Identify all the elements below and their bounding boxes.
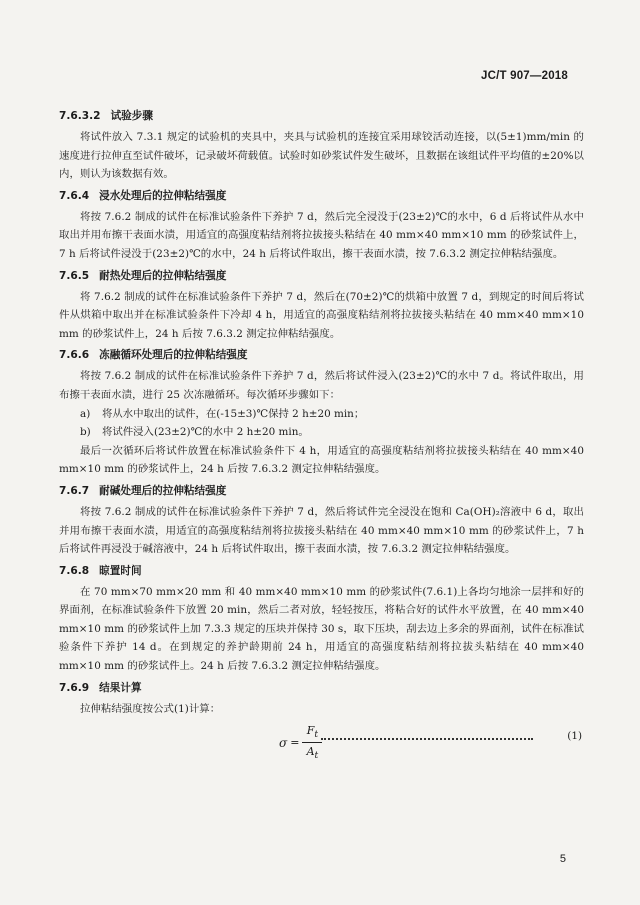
section-heading bbox=[59, 186, 584, 206]
leader-dots bbox=[321, 736, 533, 740]
paragraph: 最后一次循环后将试件放置在标准试验条件下 4 h，用适宜的高强度粘结剂将拉拔接头粘结在 40 mm×40 mm×10 mm 的砂浆试件上，24 h 后按 7.6.3.2 测定拉伸粘结强度。 bbox=[59, 444, 584, 476]
formula-1 bbox=[59, 722, 584, 770]
section-heading bbox=[59, 266, 584, 286]
section-765 bbox=[59, 266, 584, 344]
section-7632 bbox=[59, 106, 584, 184]
paragraph: 将试件放入 7.3.1 规定的试验机的夹具中，夹具与试验机的连接宜采用球铰活动连接，以(5±1)mm/min 的速度进行拉伸直至试件破坏，记录破坏荷载值。试验时如砂浆试件发生破坏，且数据在该组试件平均值的±20%以内，则认为该数据有效。 bbox=[59, 131, 584, 181]
section-766 bbox=[59, 345, 584, 479]
section-title: 试验步骤 bbox=[110, 110, 153, 122]
numerator-subscript: t bbox=[314, 729, 319, 741]
section-number: 7.6.8 bbox=[59, 564, 90, 577]
numerator-symbol: F bbox=[306, 724, 315, 738]
formula-expression bbox=[279, 724, 322, 761]
formula-numerator bbox=[307, 724, 318, 740]
section-heading bbox=[59, 106, 584, 126]
paragraph: 将按 7.6.2 制成的试件在标准试验条件下养护 7 d，然后将试件浸入(23±2)℃的水中 7 d。将试件取出，用布擦干表面水渍，进行 25 次冻融循环。每次循环步骤如下： bbox=[59, 370, 584, 401]
list-marker: a) bbox=[80, 407, 91, 420]
list-item-text: 将试件浸入(23±2)℃的水中 2 h±20 min。 bbox=[102, 426, 309, 439]
denominator-subscript: t bbox=[314, 750, 319, 762]
section-title: 浸水处理后的拉伸粘结强度 bbox=[99, 189, 227, 202]
section-title: 耐热处理后的拉伸粘结强度 bbox=[99, 269, 227, 282]
section-number: 7.6.6 bbox=[59, 349, 90, 362]
section-title: 耐碱处理后的拉伸粘结强度 bbox=[99, 484, 227, 497]
section-heading bbox=[59, 481, 584, 501]
denominator-symbol: A bbox=[306, 745, 315, 759]
section-heading bbox=[59, 561, 584, 581]
paragraph: 将按 7.6.2 制成的试件在标准试验条件下养护 7 d，然后将试件完全浸没在饱和 Ca(OH)₂溶液中 6 d，取出并用布擦干表面水渍，用适宜的高强度粘结剂将拉拔接头粘结在 40 mm×40 mm×10 mm 的砂浆试件上，7 h 后将试件再浸没于碱溶液中，24 h 后将试件取出，擦干表面水渍，按 7.6.3.2 测定拉伸粘结强度。 bbox=[59, 505, 584, 556]
section-768 bbox=[59, 561, 584, 676]
formula-equals: = bbox=[290, 736, 300, 750]
paragraph: 将按 7.6.2 制成的试件在标准试验条件下养护 7 d，然后完全浸没于(23±2)℃的水中，6 d 后将试件从水中取出并用布擦干表面水渍，用适宜的高强度粘结剂将拉拔接头粘结在 40 mm×40 mm×10 mm 的砂浆试件上，7 h 后将试件浸没于(23±2)℃的水中，24 h 后将试件取出，擦干表面水渍，按 7.6.3.2 测定拉伸粘结强度。 bbox=[59, 210, 584, 260]
section-title: 晾置时间 bbox=[99, 564, 142, 577]
list-marker: b) bbox=[80, 426, 91, 439]
list-item bbox=[59, 423, 584, 442]
section-number: 7.6.4 bbox=[59, 189, 90, 202]
list-item bbox=[59, 405, 584, 424]
section-heading bbox=[59, 345, 584, 365]
section-heading bbox=[59, 678, 584, 698]
paragraph: 拉伸粘结强度按公式(1)计算： bbox=[80, 702, 221, 715]
paragraph: 将 7.6.2 制成的试件在标准试验条件下养护 7 d，然后在(70±2)℃的烘箱中放置 7 d，到规定的时间后将试件从烘箱中取出并在标准试验条件下冷却 4 h，用适宜的高强度粘结剂将拉拔接头粘结在 40 mm×40 mm×10 mm 的砂浆试件上，24 h 后按 7.6.3.2 测定拉伸粘结强度。 bbox=[59, 290, 584, 340]
section-number: 7.6.7 bbox=[59, 484, 90, 497]
section-title: 冻融循环处理后的拉伸粘结强度 bbox=[99, 349, 248, 362]
section-769 bbox=[59, 678, 584, 719]
section-767 bbox=[59, 481, 584, 559]
section-number: 7.6.9 bbox=[59, 681, 90, 694]
page-number: 5 bbox=[559, 853, 566, 865]
equation-number: (1) bbox=[567, 730, 582, 743]
section-number: 7.6.5 bbox=[59, 269, 90, 282]
section-title: 结果计算 bbox=[99, 681, 142, 694]
formula-fraction bbox=[302, 724, 322, 761]
formula-denominator bbox=[307, 745, 319, 761]
formula-lhs: σ bbox=[279, 735, 288, 750]
page-content bbox=[59, 104, 584, 770]
standard-code: JC/T 907—2018 bbox=[481, 70, 568, 82]
list-item-text: 将从水中取出的试件，在(-15±3)℃保持 2 h±20 min； bbox=[102, 407, 365, 420]
section-764 bbox=[59, 186, 584, 264]
fraction-bar bbox=[302, 742, 322, 743]
paragraph: 在 70 mm×70 mm×20 mm 和 40 mm×40 mm×10 mm 的砂浆试件(7.6.1)上各均匀地涂一层拌和好的界面剂，在标准试验条件下放置 20 min，然后二者对放，轻轻按压，将粘合好的试件水平放置，在 40 mm×40 mm×10 mm 的砂浆试件上加 7.3.3 规定的压块并保持 30 s，取下压块，刮去边上多余的界面剂，试件在标准试验条件下养护 14 d。在到规定的养护龄期前 24 h，用适宜的高强度粘结剂将拉拔头粘结在 40 mm×40 mm×10 mm 的砂浆试件上。24 h 后按 7.6.3.2 测定拉伸粘结强度。 bbox=[59, 585, 584, 673]
section-number: 7.6.3.2 bbox=[59, 110, 101, 122]
